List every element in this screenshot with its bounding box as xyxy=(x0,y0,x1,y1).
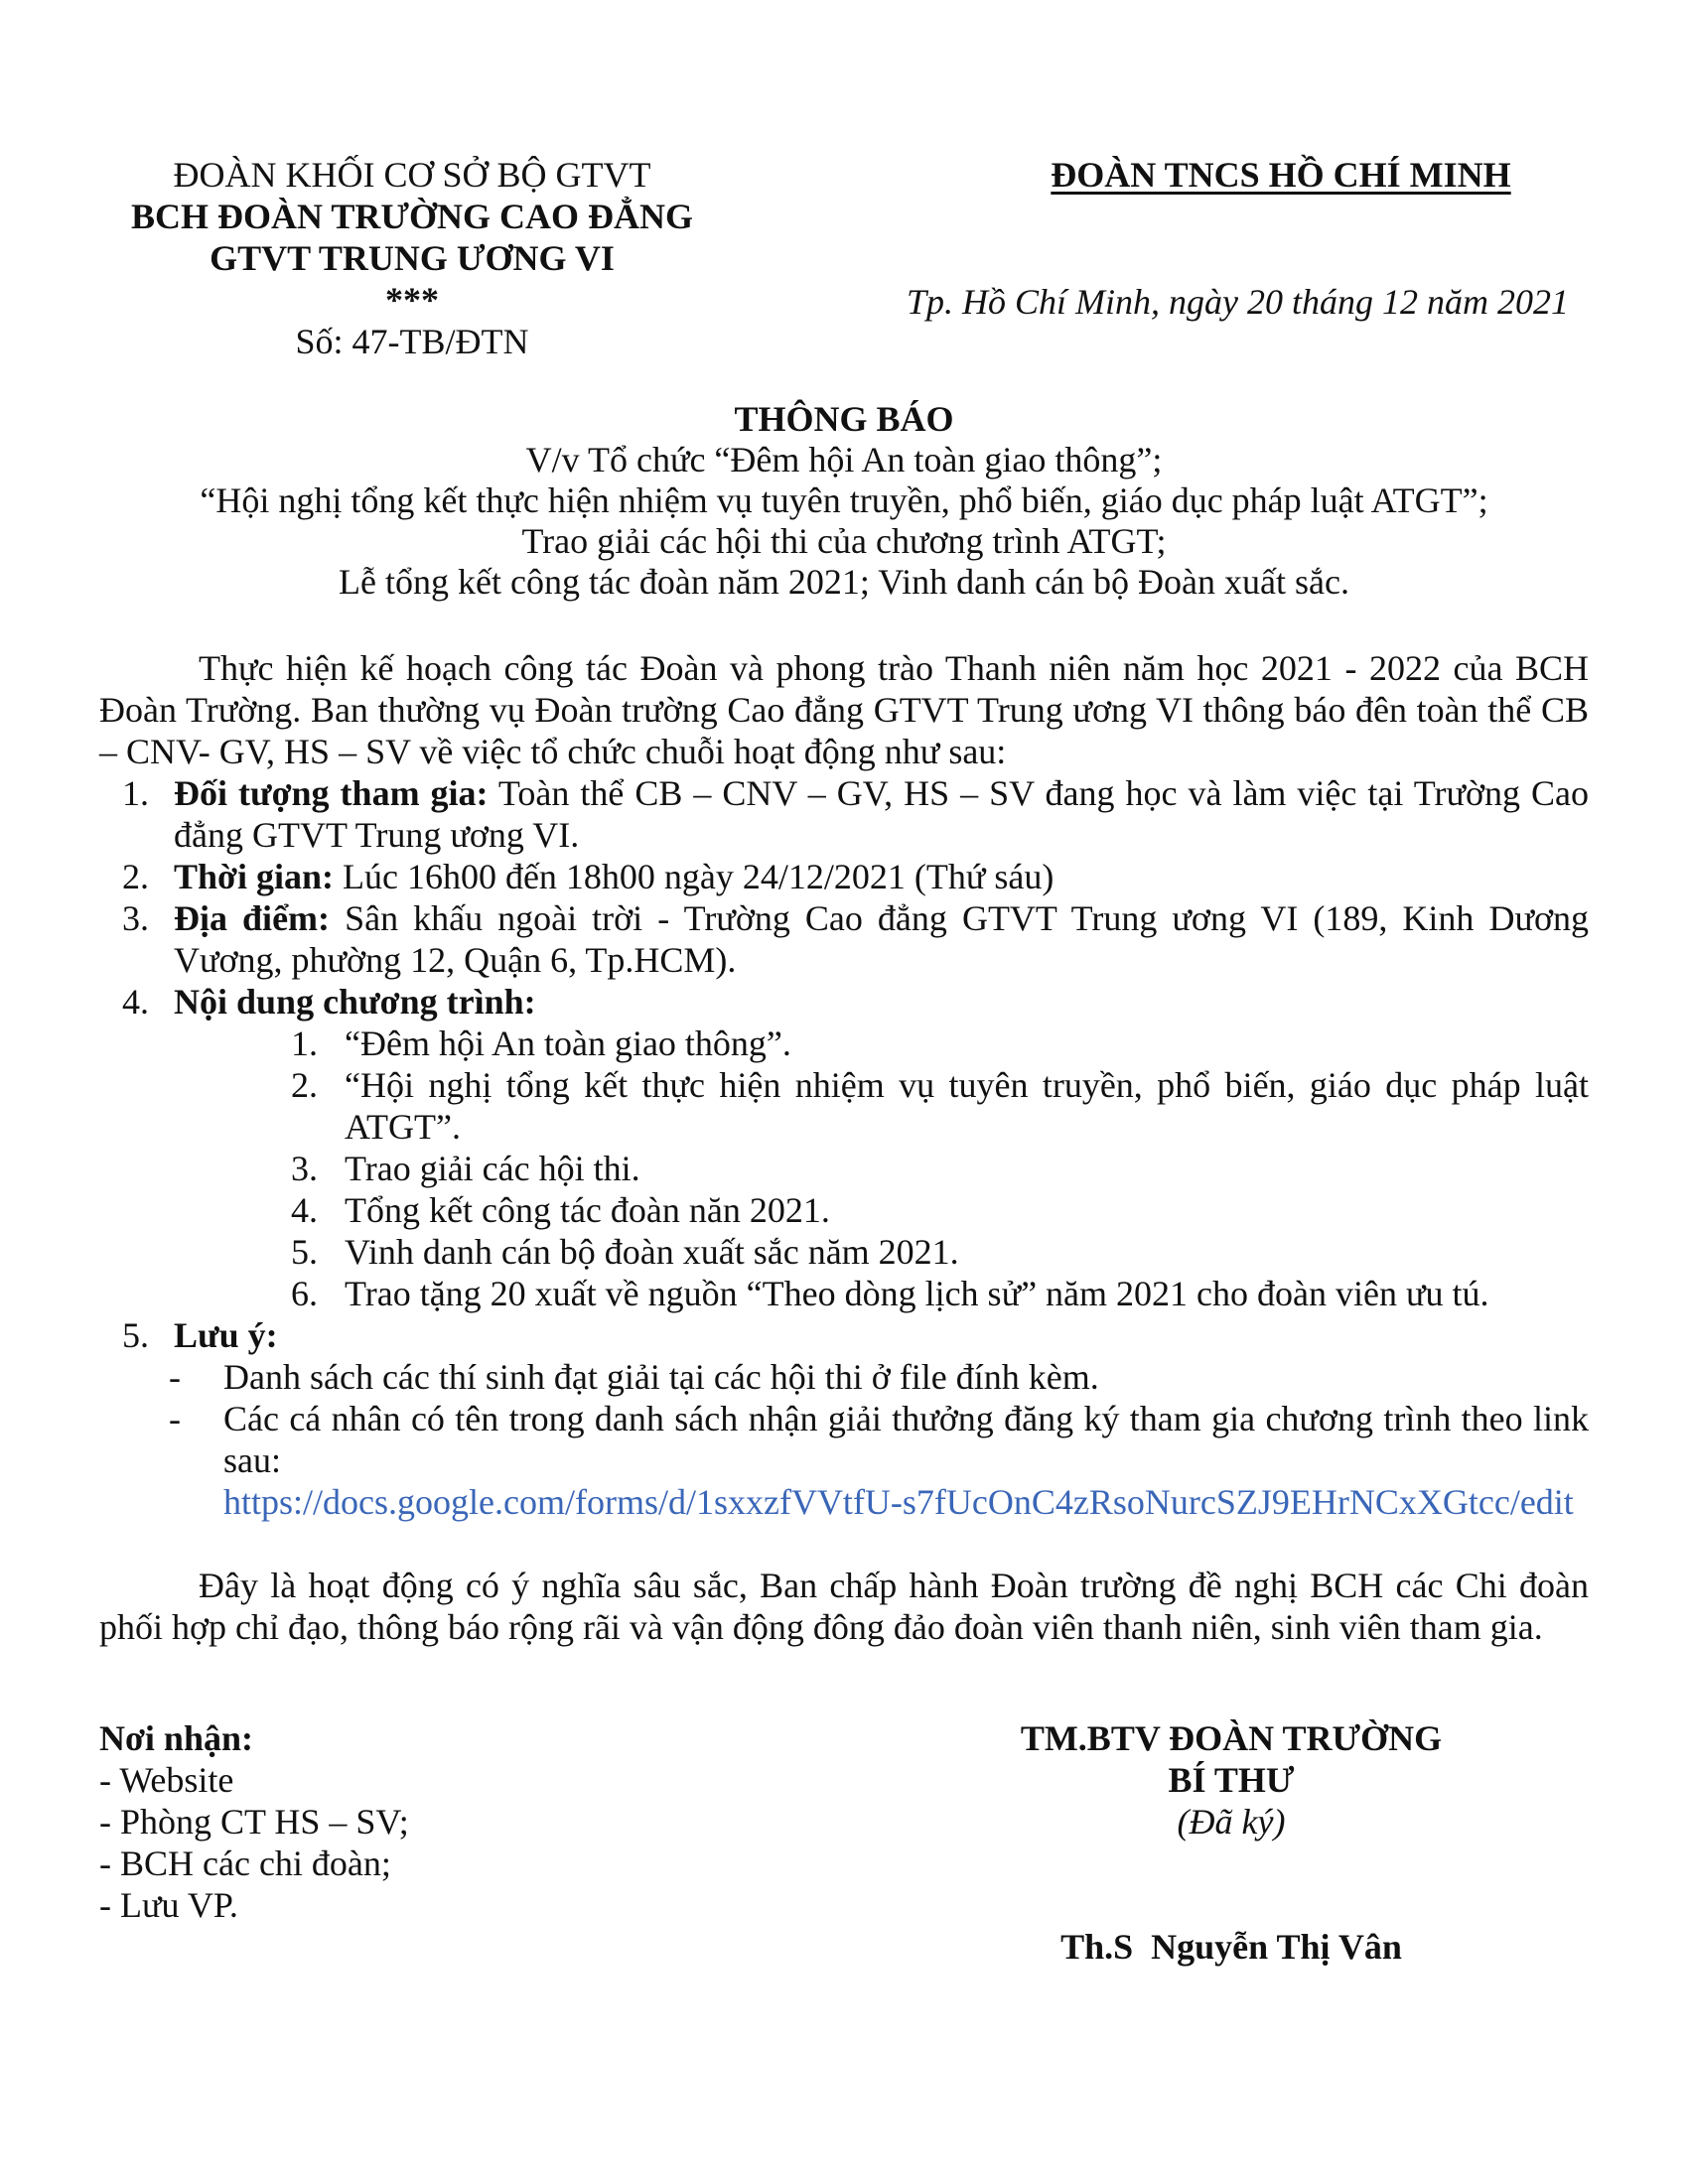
note-text: Các cá nhân có tên trong danh sách nhận giải thưởng đăng ký tham gia chương trình theo link sau: xyxy=(223,1399,1589,1480)
signature-position: BÍ THƯ xyxy=(1168,1760,1295,1800)
recipient-item: - Phòng CT HS – SV; xyxy=(99,1802,409,1842)
item-label: Thời gian: xyxy=(174,857,334,896)
item-label: Lưu ý: xyxy=(174,1315,278,1355)
program-item-text: Tổng kết công tác đoàn năn 2021. xyxy=(345,1190,830,1230)
place-and-date: Tp. Hồ Chí Minh, ngày 20 tháng 12 năm 2021 xyxy=(906,282,1569,322)
intro-paragraph: Thực hiện kế hoạch công tác Đoàn và phong trào Thanh niên năm học 2021 - 2022 của BCH Đoàn Trường. Ban thường vụ Đoàn trường Cao đẳng GTVT Trung ương VI thông báo đên toàn thể CB – CNV- GV, HS – SV về việc tổ chức chuỗi hoạt động như sau: xyxy=(99,648,1589,771)
school-union-line1: BCH ĐOÀN TRƯỜNG CAO ĐẲNG xyxy=(130,197,693,236)
recipient-item: - Lưu VP. xyxy=(99,1885,238,1925)
item-number: 4. xyxy=(122,982,149,1022)
item-number: 3. xyxy=(122,898,149,938)
parent-organization: ĐOÀN KHỐI CƠ SỞ BỘ GTVT xyxy=(173,155,651,195)
program-item-number: 1. xyxy=(291,1024,318,1063)
item-number: 2. xyxy=(122,857,149,896)
issuing-organization xyxy=(94,154,730,362)
note-text: Danh sách các thí sinh đạt giải tại các hội thi ở file đính kèm. xyxy=(223,1357,1099,1397)
signature-block xyxy=(953,1717,1509,1843)
school-union-line2: GTVT TRUNG ƯƠNG VI xyxy=(210,238,615,278)
program-item-text: “Đêm hội An toàn giao thông”. xyxy=(345,1024,791,1063)
program-item-text: “Hội nghị tổng kết thực hiện nhiệm vụ tuyên truyền, phổ biến, giáo dục pháp luật ATGT”. xyxy=(345,1065,1589,1147)
recipients-block xyxy=(99,1717,715,1926)
item-text: Lúc 16h00 đến 18h00 ngày 24/12/2021 (Thứ sáu) xyxy=(333,857,1055,896)
subject-line: V/v Tổ chức “Đêm hội An toàn giao thông”; xyxy=(525,440,1163,479)
program-item-text: Vinh danh cán bộ đoàn xuất sắc năm 2021. xyxy=(345,1232,959,1272)
item-number: 5. xyxy=(122,1315,149,1355)
program-item-text: Trao tặng 20 xuất về nguồn “Theo dòng lịch sử” năm 2021 cho đoàn viên ưu tú. xyxy=(345,1274,1489,1313)
item-number: 1. xyxy=(122,773,149,813)
item-text: Sân khấu ngoài trời - Trường Cao đẳng GTVT Trung ương VI (189, Kinh Dương Vương, phường 12, Quận 6, Tp.HCM). xyxy=(174,898,1589,980)
subject-line: Trao giải các hội thi của chương trình ATGT; xyxy=(521,521,1167,561)
program-item-number: 6. xyxy=(291,1274,318,1313)
item-label: Nội dung chương trình: xyxy=(174,982,536,1022)
note-bullet: - xyxy=(169,1357,181,1397)
document-title-block xyxy=(109,399,1579,603)
recipients-heading: Nơi nhận: xyxy=(99,1718,253,1758)
subject-line: “Hội nghị tổng kết thực hiện nhiệm vụ tuyên truyền, phổ biến, giáo dục pháp luật ATGT”; xyxy=(200,480,1488,520)
closing-paragraph: Đây là hoạt động có ý nghĩa sâu sắc, Ban chấp hành Đoàn trường đề nghị BCH các Chi đoàn phối hợp chỉ đạo, thông báo rộng rãi và vận động đông đảo đoàn viên thanh niên, sinh viên tham gia. xyxy=(99,1566,1589,1647)
note-bullet: - xyxy=(169,1399,181,1438)
subject-line: Lễ tổng kết công tác đoàn năm 2021; Vinh danh cán bộ Đoàn xuất sắc. xyxy=(339,562,1349,602)
recipient-item: - BCH các chi đoàn; xyxy=(99,1843,391,1883)
registration-link[interactable]: https://docs.google.com/forms/d/1sxxzfVVtfU-s7fUcOnC4zRsoNurcSZJ9EHrNCxXGtcc/edit xyxy=(223,1482,1574,1522)
program-item-text: Trao giải các hội thi. xyxy=(345,1149,640,1188)
document-number: Số: 47-TB/ĐTN xyxy=(295,322,529,361)
program-item-number: 2. xyxy=(291,1065,318,1105)
document-title: THÔNG BÁO xyxy=(734,399,954,439)
signature-title: TM.BTV ĐOÀN TRƯỜNG xyxy=(1020,1718,1443,1758)
recipient-item: - Website xyxy=(99,1760,234,1800)
program-item-number: 5. xyxy=(291,1232,318,1272)
signer-name: Th.S Nguyễn Thị Vân xyxy=(1060,1927,1402,1967)
union-name: ĐOÀN TNCS HỒ CHÍ MINH xyxy=(1051,155,1511,195)
program-item-number: 3. xyxy=(291,1149,318,1188)
item-label: Địa điểm: xyxy=(174,898,331,938)
separator-stars: *** xyxy=(385,280,439,320)
program-item-number: 4. xyxy=(291,1190,318,1230)
signed-note: (Đã ký) xyxy=(1177,1802,1286,1842)
item-label: Đối tượng tham gia: xyxy=(174,773,489,813)
item-text: Toàn thể CB – CNV – GV, HS – SV đang học và làm việc tại Trường Cao đẳng GTVT Trung ương VI. xyxy=(174,773,1589,855)
